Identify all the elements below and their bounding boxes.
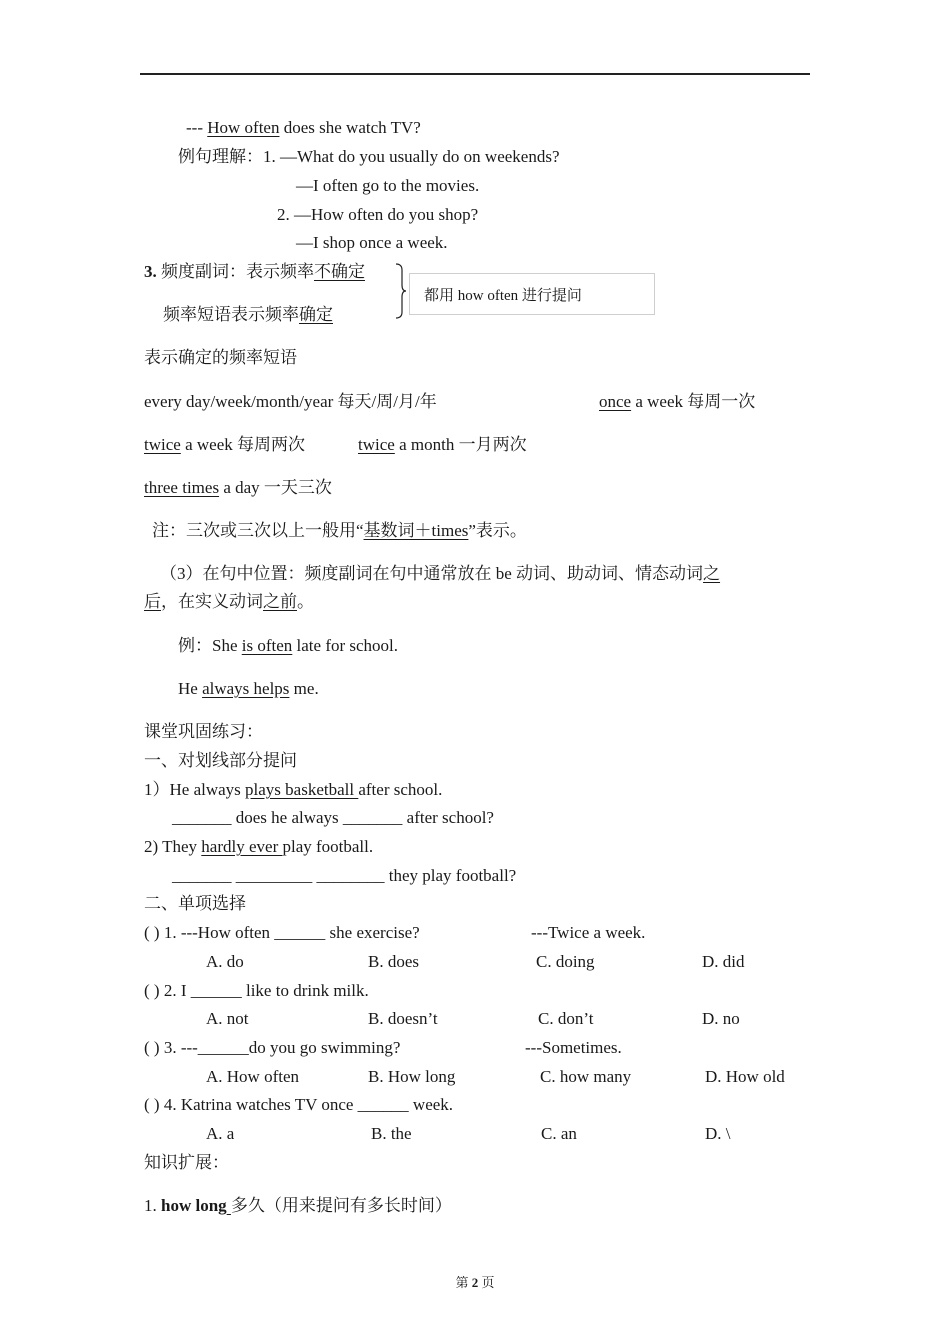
mc1-option-c: C. doing — [536, 952, 595, 971]
mc3-option-a: A. How often — [206, 1067, 300, 1086]
example-is-often: 例：She is often late for school. — [178, 636, 399, 655]
example-sentence-2: 2. —How often do you shop? — [277, 205, 479, 224]
example-question-line: --- How often does she watch TV? — [186, 118, 421, 137]
note-box — [409, 273, 655, 315]
mc1-option-d: D. did — [702, 952, 745, 971]
phrase-three-times: three times a day 一天三次 — [144, 478, 332, 497]
mc2-option-a: A. not — [206, 1009, 249, 1028]
mc1-option-b: B. does — [368, 952, 419, 971]
mc4-option-a: A. a — [206, 1124, 235, 1143]
phrase-twice-week: twice a week 每周两次 — [144, 435, 305, 454]
example-answer-1: —I often go to the movies. — [296, 176, 480, 195]
page-number: 第 2 页 — [455, 1275, 495, 1290]
mc3-option-b: B. How long — [368, 1067, 456, 1086]
mc-question-2: ( ) 2. I ______ like to drink milk. — [144, 981, 369, 1000]
mc3-option-d: D. How old — [705, 1067, 785, 1086]
mc-question-1-answer: ---Twice a week. — [531, 923, 646, 942]
phrase-twice-month: twice a month 一月两次 — [358, 435, 527, 454]
note-cardinal-times: 注：三次或三次以上一般用“基数词＋times”表示。 — [152, 521, 527, 540]
question-2: 2) They hardly ever play football. — [144, 837, 374, 856]
position-rule-line2: 后，在实义动词之前。 — [144, 592, 314, 611]
underlined-how-often: How often — [207, 118, 280, 137]
mc-question-4: ( ) 4. Katrina watches TV once ______ week. — [144, 1095, 454, 1114]
exercise-2-title: 二、单项选择 — [144, 894, 246, 913]
section-3-adverbs: 3. 频度副词：表示频率不确定 — [144, 262, 365, 281]
phrase-every: every day/week/month/year 每天/周/月/年 — [144, 392, 437, 411]
section-3-phrases: 频率短语表示频率确定 — [163, 305, 333, 324]
extension-title: 知识扩展： — [144, 1153, 229, 1172]
mc2-option-c: C. don’t — [538, 1009, 594, 1028]
mc-question-3-answer: ---Sometimes. — [525, 1038, 622, 1057]
mc4-option-b: B. the — [371, 1124, 412, 1143]
mc-question-3: ( ) 3. ---______do you go swimming? — [144, 1038, 401, 1057]
example-answer-2: —I shop once a week. — [296, 233, 448, 252]
extension-how-long: 1. how long 多久（用来提问有多长时间） — [144, 1196, 452, 1215]
mc1-option-a: A. do — [206, 952, 244, 971]
exercise-title: 课堂巩固练习： — [144, 722, 263, 741]
question-1-blank: _______ does he always _______ after school? — [172, 808, 494, 827]
header-rule — [140, 73, 810, 75]
mc4-option-c: C. an — [541, 1124, 577, 1143]
question-2-blank: _______ _________ ________ they play football? — [172, 866, 517, 885]
right-brace-icon — [395, 263, 407, 319]
example-always-helps: He always helps me. — [178, 679, 319, 698]
question-1: 1）He always plays basketball after school. — [144, 780, 443, 799]
mc4-option-d: D. \ — [705, 1124, 731, 1143]
note-text: 都用 how often 进行提问 — [424, 288, 582, 304]
mc2-option-b: B. doesn’t — [368, 1009, 438, 1028]
position-rule-line1: （3）在句中位置：频度副词在句中通常放在 be 动词、助动词、情态动词之 — [160, 564, 721, 583]
mc3-option-c: C. how many — [540, 1067, 632, 1086]
definite-frequency-heading: 表示确定的频率短语 — [144, 348, 297, 367]
mc2-option-d: D. no — [702, 1009, 740, 1028]
exercise-1-title: 一、对划线部分提问 — [144, 751, 297, 770]
example-sentence-1: 例句理解：1. —What do you usually do on weekends? — [178, 147, 560, 166]
phrase-once: once a week 每周一次 — [599, 392, 756, 411]
mc-question-1: ( ) 1. ---How often ______ she exercise? — [144, 923, 420, 942]
